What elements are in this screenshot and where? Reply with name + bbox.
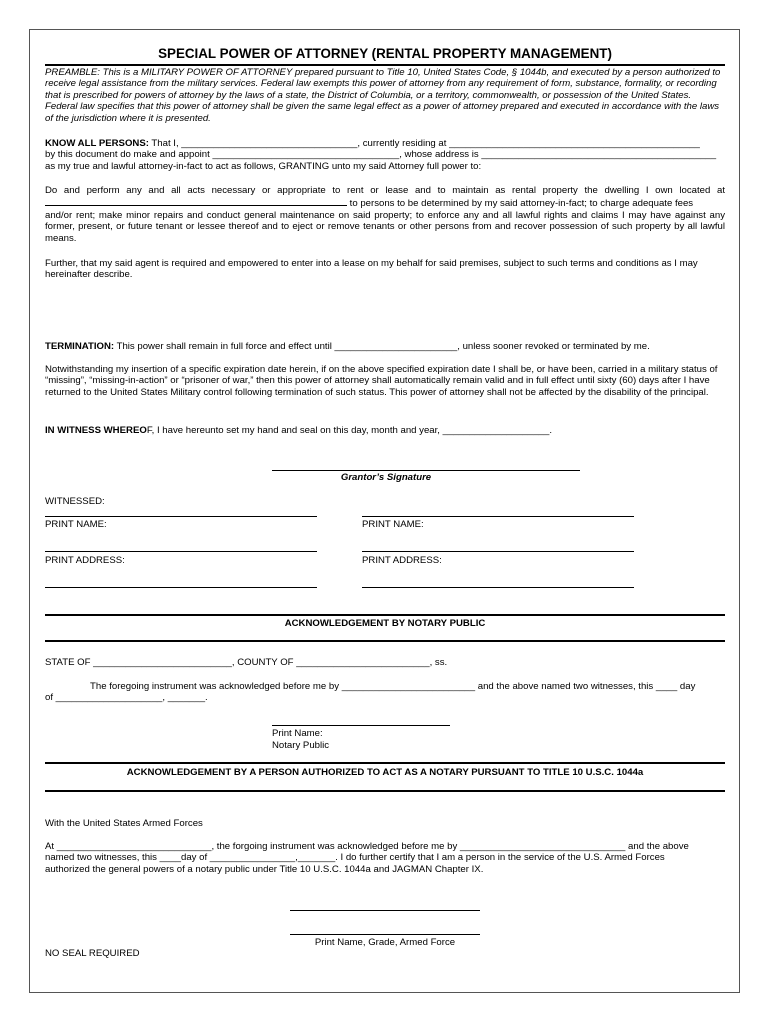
know-all-line3: as my true and lawful attorney-in-fact to act as follows, GRANTING unto my said Attorney full power to:	[45, 160, 482, 172]
military-top-rule	[45, 762, 725, 764]
at-line3: authorized the general powers of a notary public under Title 10 U.S.C. 1044a and JAGMAN Chapter IX.	[45, 863, 484, 875]
armed-forces-label: With the United States Armed Forces	[45, 818, 203, 829]
further-paragraph: Further, that my said agent is required and empowered to enter into a lease on my behalf for said premises, subject to such terms and conditions as I may hereinafter describe.	[45, 258, 698, 281]
know-all-line2: by this document do make and appoint ___________________________________, whose address is ____________________________________________	[45, 149, 717, 161]
notary-print-name: Print Name:	[272, 728, 323, 739]
witness1-print-name: PRINT NAME:	[45, 519, 107, 530]
notary-public-label: Notary Public	[272, 740, 330, 751]
perform-line2: to persons to be determined by my said attorney-in-fact; to charge adequate fees	[347, 198, 694, 210]
perform-rest: and/or rent; make minor repairs and conduct general maintenance on said property; to enforce any and all lawful rights and claims I may have against any former, present, or future tenant or lessee thereof and to eject or remove tenants or other persons from and recover possession of such property by all lawful means.	[45, 209, 725, 244]
ack-military-title: ACKNOWLEDGEMENT BY A PERSON AUTHORIZED TO ACT AS A NOTARY PURSUANT TO TITLE 10 U.S.C. 1044a	[126, 767, 644, 778]
grantor-signature-label: Grantor’s Signature	[340, 472, 432, 483]
no-seal-label: NO SEAL REQUIRED	[45, 948, 140, 959]
witness-text: F, I have hereunto set my hand and seal on this day, month and year, ____________________.	[146, 425, 553, 436]
witness1-name-line[interactable]	[45, 551, 317, 552]
foregoing-line1: The foregoing instrument was acknowledged before me by _________________________ and the above named two witnesses, this ____ day	[90, 681, 696, 692]
notary-top-rule	[45, 614, 725, 616]
witness2-signature-line[interactable]	[362, 516, 634, 517]
witness2-address-line[interactable]	[362, 587, 634, 588]
know-all-line1: That I, _________________________________, currently residing at _______________________________________________	[148, 138, 700, 149]
foregoing-paragraph	[45, 681, 725, 704]
termination-paragraph	[45, 341, 725, 352]
at-line2: named two witnesses, this ____day of ________________,_______. I do further certify that I am a person in the service of the U.S. Armed Forces	[45, 852, 665, 864]
witness2-print-address: PRINT ADDRESS:	[362, 555, 442, 566]
witness-label: IN WITNESS WHEREO	[45, 425, 147, 436]
military-signature-line[interactable]	[290, 910, 480, 911]
know-all-label: KNOW ALL PERSONS:	[45, 138, 149, 149]
at-paragraph	[45, 841, 725, 875]
property-address-blank[interactable]	[45, 196, 347, 206]
notary-bottom-rule	[45, 640, 725, 642]
witness2-name-line[interactable]	[362, 551, 634, 552]
witness1-address-line[interactable]	[45, 587, 317, 588]
perform-line1: Do and perform any and all acts necessary or appropriate to rent or lease and to maintain as rental property the dwelling I own located at	[45, 185, 725, 196]
know-all-persons	[45, 138, 725, 172]
perform-paragraph	[45, 185, 725, 244]
military-bottom-rule	[45, 790, 725, 792]
foregoing-line2: of ____________________, _______.	[45, 692, 208, 704]
grantor-signature-line[interactable]	[272, 470, 580, 471]
military-name-line[interactable]	[290, 934, 480, 935]
preamble: PREAMBLE: This is a MILITARY POWER OF ATTORNEY prepared pursuant to Title 10, United States Code, § 1044b, and executed by a person authorized to receive legal assistance from the military services. Federal law exempts this power of attorney from any requirement of form, substance, formality, or recording that is prescribed for powers of attorney by the laws of a state, the District of Columbia, or a territory, commonwealth, or possession of the United States. Federal law specifies that this power of attorney shall be given the same legal effect as a power of attorney prepared and executed in accordance with the laws of the jurisdiction where it is presented.	[45, 67, 721, 124]
witness-whereof	[45, 425, 725, 436]
print-name-grade-label: Print Name, Grade, Armed Force	[314, 937, 456, 948]
termination-label: TERMINATION:	[45, 341, 115, 352]
witnessed-label: WITNESSED:	[45, 496, 105, 507]
witness1-print-address: PRINT ADDRESS:	[45, 555, 125, 566]
witness2-print-name: PRINT NAME:	[362, 519, 424, 530]
witness1-signature-line[interactable]	[45, 516, 317, 517]
notary-signature-line[interactable]	[272, 725, 450, 726]
state-county: STATE OF __________________________, COUNTY OF _________________________, ss.	[45, 657, 448, 668]
notwithstanding-paragraph: Notwithstanding my insertion of a specific expiration date herein, if on the above specified expiration date I shall be, or have been, carried in a military status of “missing”, “missing-in-action” or “prisoner of war,” then this power of attorney shall automatically remain valid and in full effect until sixty (60) days after I have returned to the United States Military control following termination of such status. This power of attorney shall not be affected by the disability of the principal.	[45, 364, 718, 398]
document-title: SPECIAL POWER OF ATTORNEY (RENTAL PROPERTY MANAGEMENT)	[158, 46, 612, 61]
title-rule	[45, 64, 725, 66]
ack-notary-title: ACKNOWLEDGEMENT BY NOTARY PUBLIC	[284, 618, 486, 629]
termination-text: This power shall remain in full force and effect until _______________________, unless sooner revoked or terminated by me.	[114, 341, 650, 352]
at-line1: At _____________________________, the forgoing instrument was acknowledged before me by _______________________________ and the above	[45, 841, 689, 852]
